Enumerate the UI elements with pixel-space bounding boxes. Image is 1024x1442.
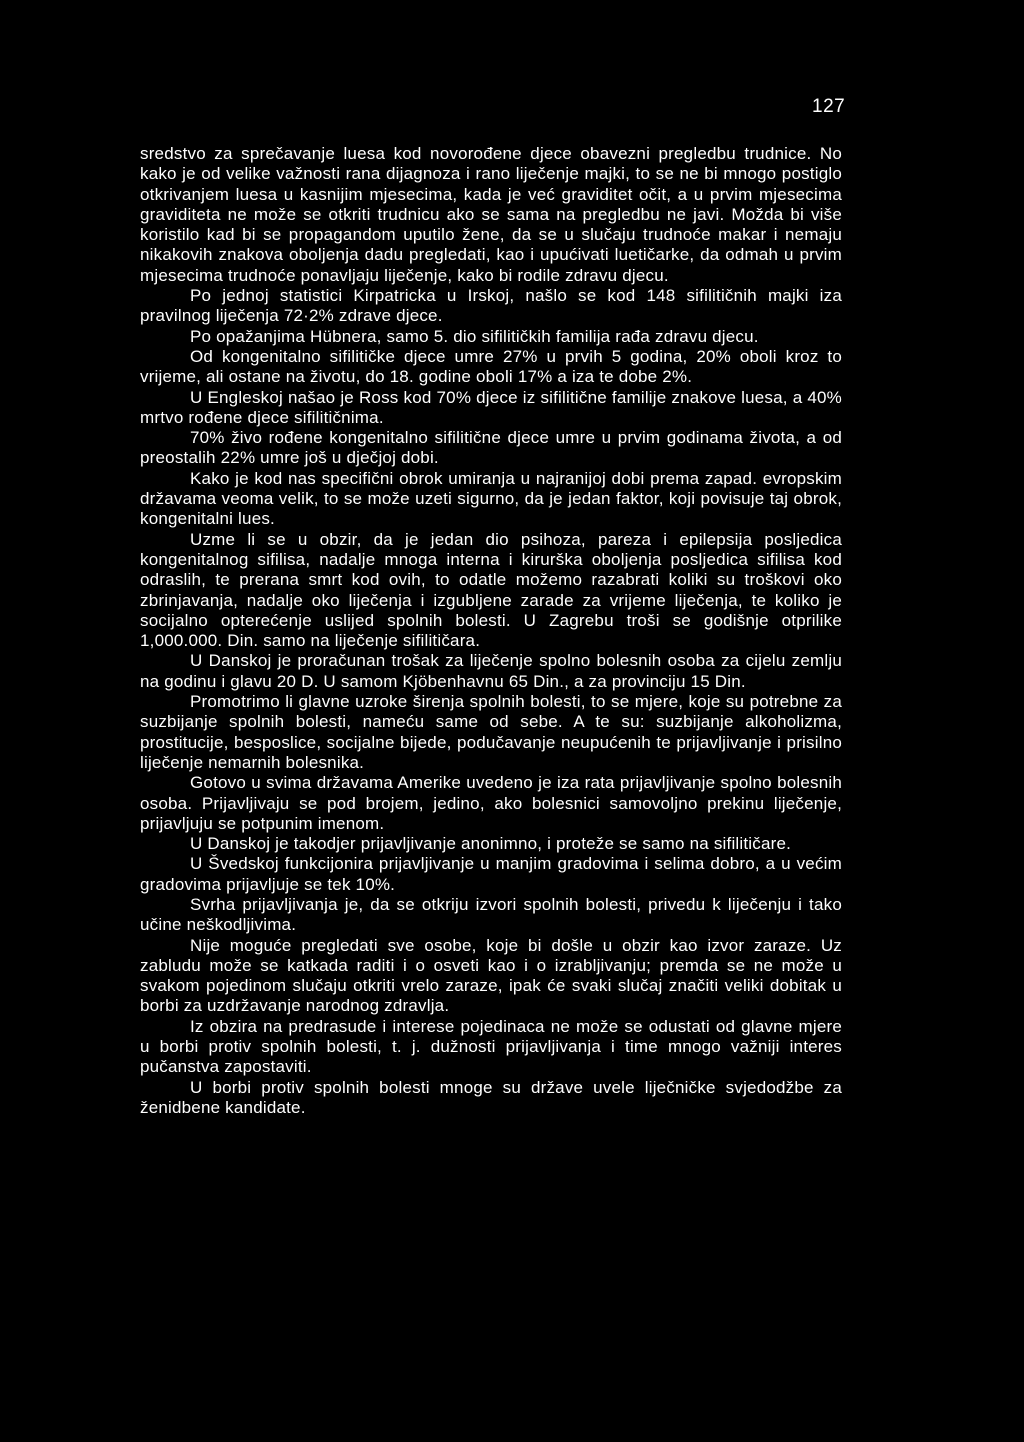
paragraph-2: Po jednoj statistici Kirpatricka u Irskoj, našlo se kod 148 sifilitičnih majki iza pravilnog liječenja 72·2% zdrave djece.: [140, 286, 842, 326]
paragraph-8: Uzme li se u obzir, da je jedan dio psihoza, pareza i epilepsija posljedica kongenitalnog sifilisa, nadalje mnoga interna i kirurška oboljenja posljedica sifilisa kod odraslih, te prerana smrt kod ovih, to odatle možemo razabrati koliki su troškovi oko zbrinjavanja, nadalje oko liječenja i izgubljene zarade za vrijeme liječenja, te koliko je socijalno opterećenje uslijed spolnih bolesti. U Zagrebu troši se godišnje otprilike 1,000.000. Din. samo na liječenje sifilitičara.: [140, 529, 842, 651]
paragraph-6: 70% živo rođene kongenitalno sifilitične djece umre u prvim godinama života, a od preostalih 22% umre još u dječjoj dobi.: [140, 428, 842, 468]
page-number: 127: [812, 96, 846, 117]
paragraph-7: Kako je kod nas specifični obrok umiranja u najranijoj dobi prema zapad. evropskim državama veoma velik, to se može uzeti sigurno, da je jedan faktor, koji povisuje taj obrok, kongenitalni lues.: [140, 468, 842, 529]
paragraph-5: U Engleskoj našao je Ross kod 70% djece iz sifilitične familije znakove luesa, a 40% mrtvo rođene djece sifilitičnima.: [140, 387, 842, 427]
paragraph-10: Promotrimo li glavne uzroke širenja spolnih bolesti, to se mjere, koje su potrebne za suzbijanje spolnih bolesti, nameću same od sebe. A te su: suzbijanje alkoholizma, prostitucije, besposlice, socijalne bijede, podučavanje neupućenih te prijavljivanje i prisilno liječenje nemarnih bolesnika.: [140, 692, 842, 772]
paragraph-9: U Danskoj je proračunan trošak za liječenje spolno bolesnih osoba za cijelu zemlju na godinu i glavu 20 D. U samom Kjöbenhavnu 65 Din., a za provinciju 15 Din.: [140, 651, 842, 691]
paragraph-12: U Danskoj je takodjer prijavljivanje anonimno, i proteže se samo na sifilitičare.: [190, 834, 792, 854]
paragraph-1: sredstvo za sprečavanje luesa kod novorođene djece obavezni pregledbu trudnice. No kako je od velike važnosti rana dijagnoza i rano liječenje majki, to se ne bi mnogo postiglo otkrivanjem luesa u kasnijim mjesecima, kada je već graviditet očit, a u prvim mjesecima graviditeta ne može se otkriti trudnicu ako se sama na pregledbu ne javi. Možda bi više koristilo kad bi se propagandom uputilo žene, da se u slučaju trudnoće makar i nemaju nikakovih znakova oboljenja dadu pregledati, kao i upućivati luetičarke, da odmah u prvim mjesecima trudnoće ponavljaju liječenje, kako bi rodile zdravu djecu.: [140, 144, 842, 285]
paragraph-3: Po opažanjima Hübnera, samo 5. dio sifilitičkih familija rađa zdravu djecu.: [190, 326, 759, 346]
paragraph-13: U Švedskoj funkcijonira prijavljivanje u manjim gradovima i selima dobro, a u većim gradovima prijavljuje se tek 10%.: [140, 854, 842, 894]
paragraph-17: U borbi protiv spolnih bolesti mnoge su države uvele liječničke svjedodžbe za ženidbene kandidate.: [140, 1077, 842, 1117]
paragraph-4: Od kongenitalno sifilitičke djece umre 27% u prvih 5 godina, 20% oboli kroz to vrijeme, ali ostane na životu, do 18. godine oboli 17% a iza te dobe 2%.: [140, 346, 842, 387]
paragraph-15: Nije moguće pregledati sve osobe, koje bi došle u obzir kao izvor zaraze. Uz zabludu može se katkada raditi i o osveti kao i o izrabljivanju; premda se ne može u svakom pojedinom slučaju otkriti vrelo zaraze, ipak će svaki slučaj značiti veliki dobitak u borbi za uzdržavanje narodnog zdravlja.: [140, 935, 842, 1016]
body-text: [140, 144, 842, 1118]
paragraph-16: Iz obzira na predrasude i interese pojedinaca ne može se odustati od glavne mjere u borbi protiv spolnih bolesti, t. j. dužnosti prijavljivanja i time mnogo važniji interes pučanstva zapostaviti.: [140, 1016, 842, 1077]
paragraph-11: Gotovo u svima državama Amerike uvedeno je iza rata prijavljivanje spolno bolesnih osoba. Prijavljivaju se pod brojem, jedino, ako bolesnici samovoljno prekinu liječenje, prijavljuju se potpunim imenom.: [140, 773, 842, 833]
paragraph-14: Svrha prijavljivanja je, da se otkriju izvori spolnih bolesti, privedu k liječenju i tako učine neškodljivima.: [140, 894, 842, 935]
